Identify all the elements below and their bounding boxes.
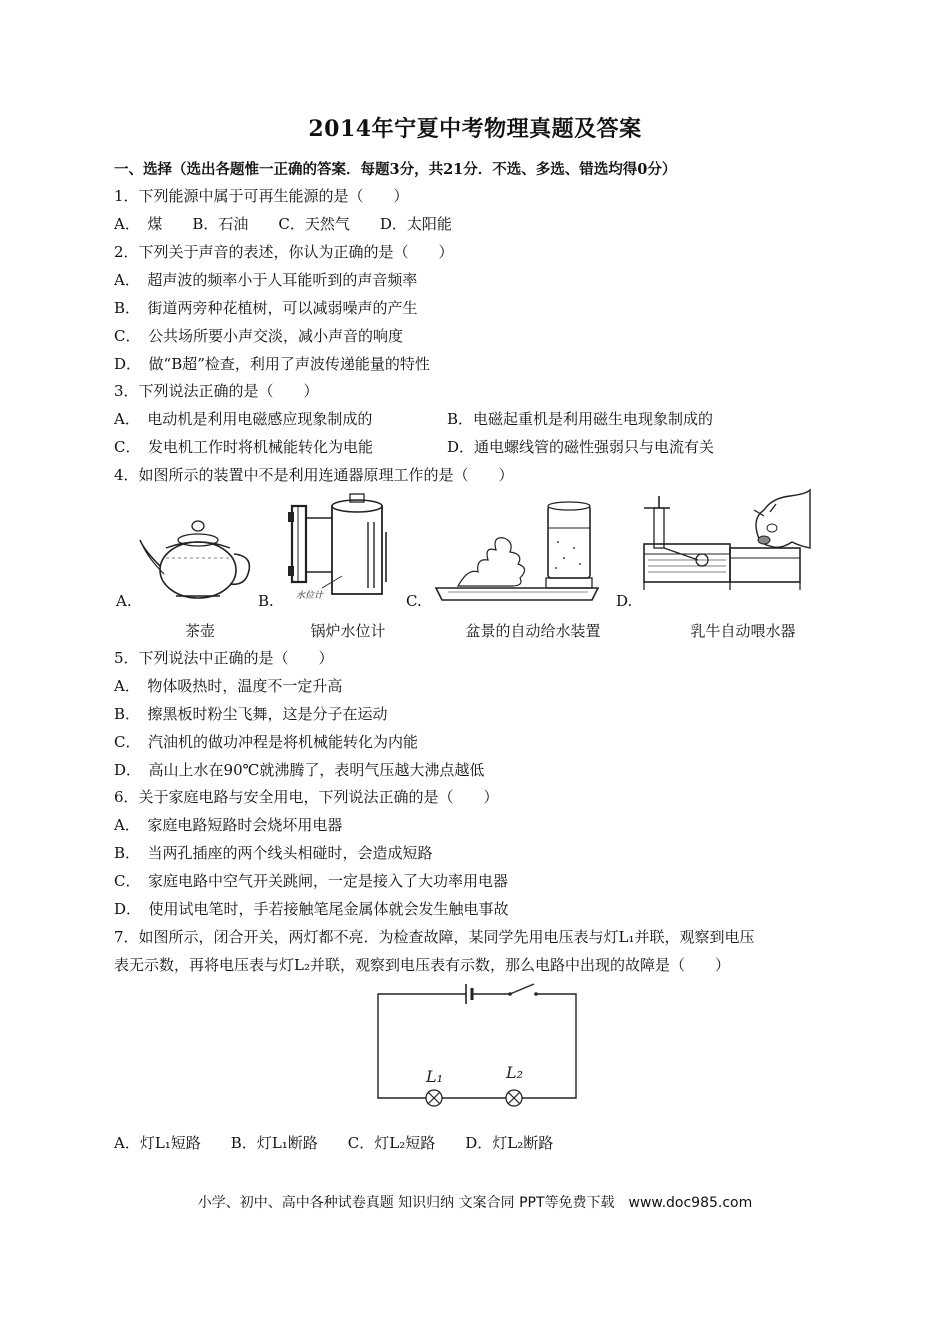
q3-option-b: B．电磁起重机是利用磁生电现象制成的	[447, 410, 714, 428]
q2-option-a: A． 超声波的频率小于人耳能听到的声音频率	[114, 271, 418, 289]
circuit-wire-left	[378, 994, 466, 1098]
q5-option-d: D． 高山上水在90℃就沸腾了，表明气压越大沸点越低	[114, 761, 485, 779]
q6-stem: 6．关于家庭电路与安全用电，下列说法正确的是（ ）	[114, 788, 499, 806]
lamp-l1-symbol	[426, 1090, 442, 1106]
boiler-gauge-tag: 水位计	[296, 591, 324, 601]
q2-stem: 2．下列关于声音的表述，你认为正确的是（ ）	[114, 243, 454, 261]
q5-option-c: C． 汽油机的做功冲程是将机械能转化为内能	[114, 733, 418, 751]
cow-feeder-figure	[640, 488, 812, 604]
page-title: 2014年宁夏中考物理真题及答案	[308, 116, 642, 142]
circuit-wire-right	[522, 994, 576, 1098]
q2-option-d: D． 做“B超”检查，利用了声波传递能量的特性	[114, 355, 430, 373]
q1-options: A． 煤 B．石油 C．天然气 D．太阳能	[114, 215, 452, 233]
q5-option-b: B． 擦黑板时粉尘飞舞，这是分子在运动	[114, 705, 388, 723]
q7-options: A．灯L₁短路 B．灯L₁断路 C．灯L₂短路 D．灯L₂断路	[114, 1134, 554, 1152]
q3-stem: 3．下列说法正确的是（ ）	[114, 382, 319, 400]
bonsai-watering-figure	[428, 498, 610, 606]
q3-option-a: A． 电动机是利用电磁感应现象制成的	[114, 410, 373, 428]
q2-option-b: B． 街道两旁种花植树，可以减弱噪声的产生	[114, 299, 418, 317]
circuit-diagram	[370, 978, 582, 1114]
q4-caption-d: 乳牛自动喂水器	[690, 622, 796, 640]
q4-caption-c: 盆景的自动给水装置	[465, 622, 601, 640]
teapot-figure	[136, 510, 256, 606]
q4-caption-b: 锅炉水位计	[310, 622, 386, 640]
q7-stem-line1: 7．如图所示，闭合开关，两灯都不亮．为检查故障，某同学先用电压表与灯L₁并联，观察到电压	[114, 928, 755, 946]
q6-option-a: A． 家庭电路短路时会烧坏用电器	[114, 816, 343, 834]
q5-option-a: A． 物体吸热时，温度不一定升高	[114, 677, 343, 695]
q4-label-d: D.	[616, 592, 633, 610]
q6-option-b: B． 当两孔插座的两个线头相碰时，会造成短路	[114, 844, 433, 862]
boiler-gauge-figure	[282, 492, 402, 604]
switch-lever	[510, 984, 534, 994]
q4-caption-a: 茶壶	[184, 622, 215, 640]
page-footer: 小学、初中、高中各种试卷真题 知识归纳 文案合同 PPT等免费下载 www.doc985.com	[197, 1195, 753, 1211]
q3-option-c: C． 发电机工作时将机械能转化为电能	[114, 438, 373, 456]
q7-stem-line2: 表无示数，再将电压表与灯L₂并联，观察到电压表有示数，那么电路中出现的故障是（ ）	[114, 956, 730, 974]
lamp-l2-label: L₂	[506, 1063, 524, 1082]
q2-option-c: C． 公共场所要小声交淡，减小声音的响度	[114, 327, 403, 345]
q4-label-b: B.	[258, 592, 274, 610]
q5-stem: 5．下列说法中正确的是（ ）	[114, 649, 334, 667]
q1-stem: 1．下列能源中属于可再生能源的是（ ）	[114, 187, 409, 205]
q6-option-c: C． 家庭电路中空气开关跳闸，一定是接入了大功率用电器	[114, 872, 508, 890]
q6-option-d: D． 使用试电笔时，手若接触笔尾金属体就会发生触电事故	[114, 900, 509, 918]
section-heading: 一、选择（选出各题惟一正确的答案．每题3分，共21分．不选、多选、错选均得0分）	[114, 161, 677, 178]
lamp-l2-symbol	[506, 1090, 522, 1106]
q4-label-a: A.	[116, 592, 132, 610]
lamp-l1-label: L₁	[426, 1067, 444, 1086]
q4-label-c: C.	[406, 592, 422, 610]
q4-stem: 4．如图所示的装置中不是利用连通器原理工作的是（ ）	[114, 466, 514, 484]
q3-option-d: D．通电螺线管的磁性强弱只与电流有关	[447, 438, 715, 456]
